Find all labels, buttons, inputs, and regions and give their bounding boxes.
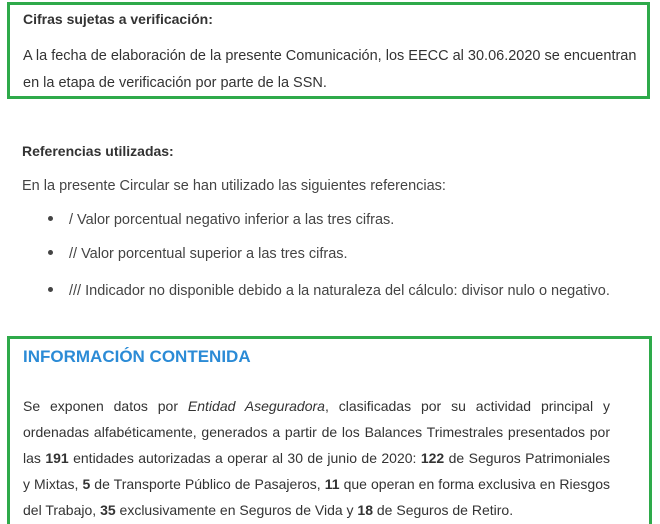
- info-count-transporte: 5: [82, 476, 91, 492]
- bullet-icon: [48, 287, 53, 292]
- info-text: Se exponen datos por: [23, 398, 188, 414]
- bullet-icon: [48, 216, 53, 221]
- info-count-retiro: 18: [357, 502, 373, 518]
- bullet-icon: [48, 250, 53, 255]
- info-count-total: 191: [45, 450, 69, 466]
- references-intro: En la presente Circular se han utilizado las siguientes referencias:: [22, 178, 446, 194]
- verification-box: [7, 2, 650, 99]
- reference-item-text: / Valor porcentual negativo inferior a las tres cifras.: [69, 212, 395, 228]
- reference-item: [48, 246, 348, 262]
- info-heading: INFORMACIÓN CONTENIDA: [23, 347, 251, 366]
- reference-item: [48, 283, 610, 299]
- verification-title: Cifras sujetas a verificación:: [23, 11, 213, 27]
- info-text: , clasificadas por su actividad principal y ordenadas alfabéticamente, generados a partir de los Balances Trimestrales presentados por las: [23, 398, 610, 466]
- info-count-vida: 35: [100, 502, 116, 518]
- references-title: Referencias utilizadas:: [22, 143, 174, 159]
- reference-item-text: /// Indicador no disponible debido a la naturaleza del cálculo: divisor nulo o negativo.: [69, 283, 610, 299]
- info-text: exclusivamente en Seguros de Vida y: [115, 502, 358, 518]
- reference-item-text: // Valor porcentual superior a las tres cifras.: [69, 246, 348, 262]
- info-count-riesgos: 11: [324, 476, 340, 492]
- info-text: de Seguros de Retiro.: [373, 502, 514, 518]
- info-paragraph: [23, 393, 610, 523]
- reference-item: [48, 212, 394, 228]
- info-entity: Entidad Aseguradora: [187, 398, 325, 414]
- verification-body: A la fecha de elaboración de la presente Comunicación, los EECC al 30.06.2020 se encuentran en la etapa de verificación por parte de la SSN.: [23, 48, 637, 91]
- info-box: [7, 336, 652, 524]
- info-count-patrimoniales: 122: [420, 450, 445, 466]
- info-text: de Transporte Público de Pasajeros,: [90, 476, 325, 492]
- info-text: que operan en forma exclusiva en Riesgos del Trabajo,: [23, 476, 610, 518]
- info-text: de Seguros Patrimoniales y Mixtas,: [23, 450, 610, 492]
- info-text: entidades autorizadas a operar al 30 de junio de 2020:: [68, 450, 421, 466]
